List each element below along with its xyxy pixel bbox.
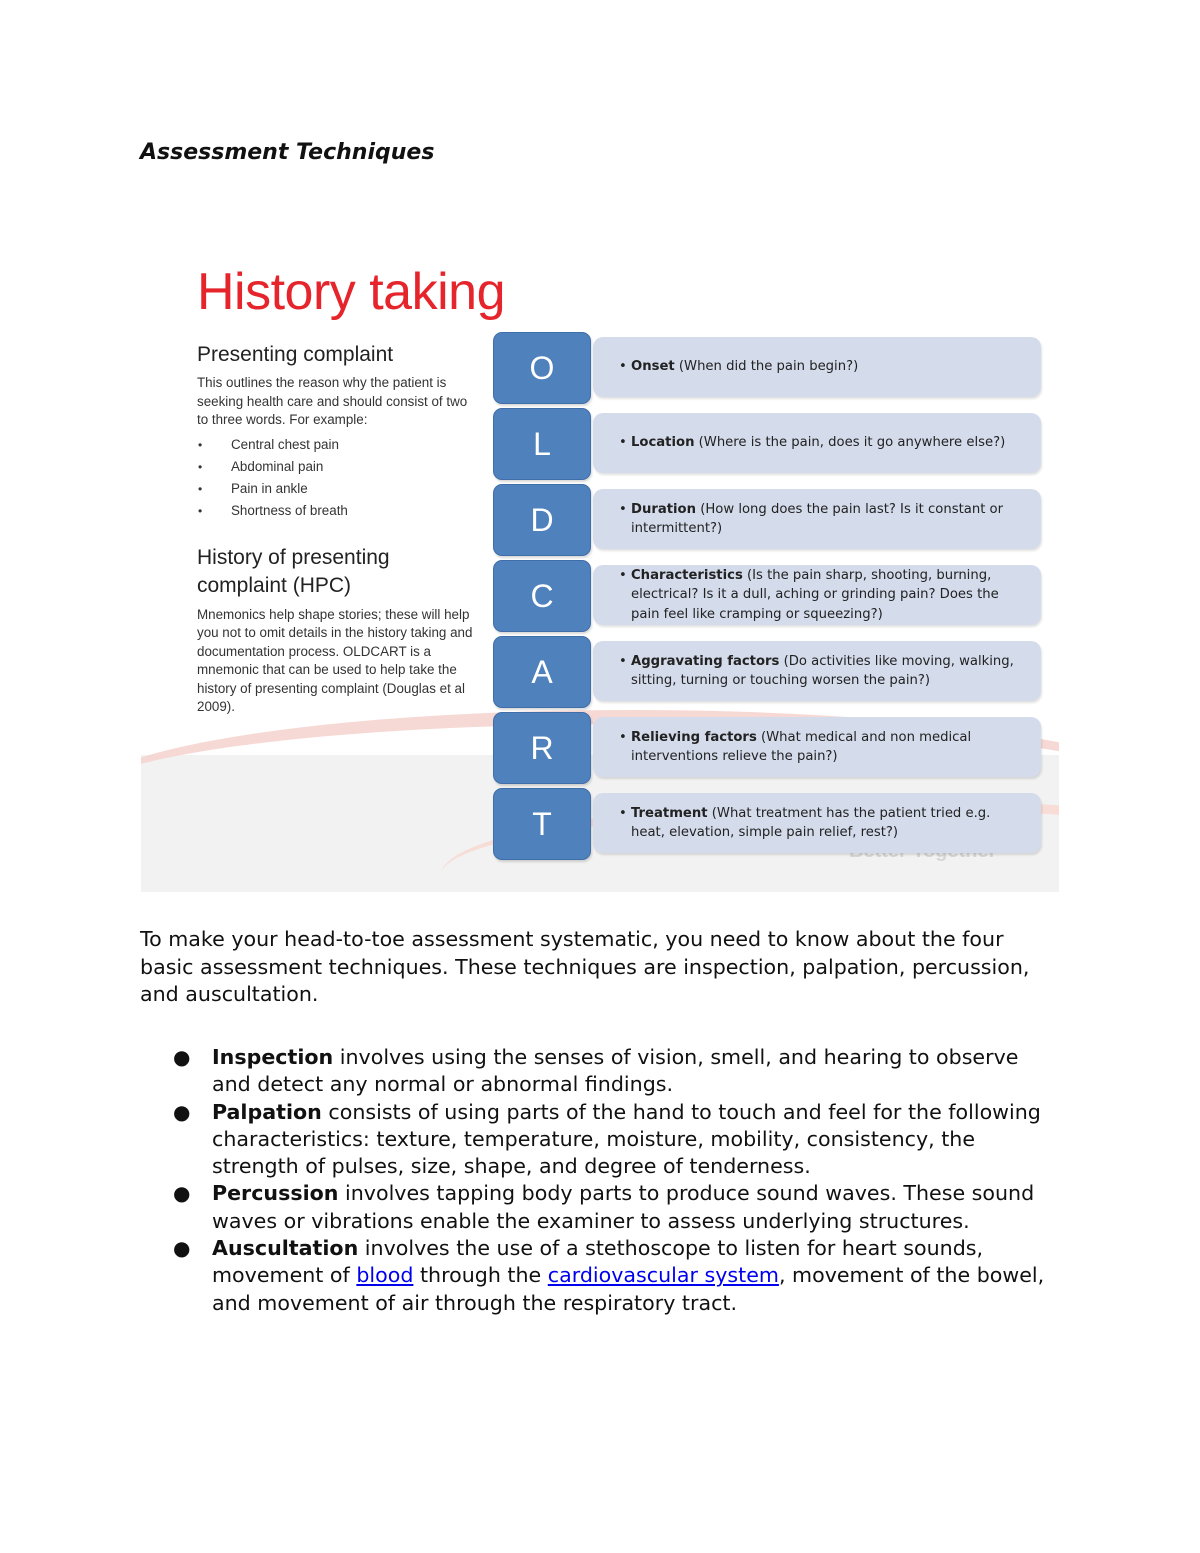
cardiovascular-system-link[interactable]: cardiovascular system (547, 1263, 779, 1288)
list-item-inspection: ● Inspection involves using the senses of vision, smell, and hearing to observe and detect any normal or abnormal findings. (173, 1045, 1019, 1097)
mnemonic-desc-treatment: • Treatment (What treatment has the patient tried e.g. heat, elevation, simple pain relief, rest?) (593, 793, 1041, 853)
bullet-icon: ● (173, 1099, 191, 1124)
hpc-title: History of presenting complaint (HPC) (197, 545, 390, 597)
techniques-list (140, 1044, 1060, 1317)
mnemonic-letter-c: C (493, 560, 591, 632)
mnemonic-letter-t: T (493, 788, 591, 860)
slide-left-column (197, 342, 477, 717)
list-item-palpation: ● Palpation consists of using parts of the hand to touch and feel for the following characteristics: texture, temperature, moisture, mobility, consistency, the strength of pulses, size, shape, and degree of tenderness. (173, 1099, 1041, 1179)
example-item: • Shortness of breath (198, 502, 348, 518)
mnemonic-letter-a: A (493, 636, 591, 708)
example-item: • Central chest pain (198, 436, 339, 452)
list-item-auscultation: ● Auscultation involves the use of a stethoscope to listen for heart sounds, movement of blood through the cardiovascular system, movement of the bowel, and movement of air through the respiratory tract. (173, 1236, 1045, 1315)
page-heading: Assessment Techniques (140, 140, 435, 165)
mnemonic-letter-o: O (493, 332, 591, 404)
presenting-complaint-text: This outlines the reason why the patient is seeking health care and should consist of two to three words. For example: (197, 375, 468, 427)
mnemonic-desc-onset: • Onset (When did the pain begin?) (593, 337, 1041, 397)
mnemonic-desc-location: • Location (Where is the pain, does it go anywhere else?) (593, 413, 1041, 473)
list-item-percussion: ● Percussion involves tapping body parts to produce sound waves. These sound waves or vibrations enable the examiner to assess underlying structures. (173, 1181, 1035, 1233)
slide-title: History taking (197, 263, 505, 321)
presenting-complaint-title: Presenting complaint (197, 343, 394, 366)
mnemonic-letter-l: L (493, 408, 591, 480)
hpc-text: Mnemonics help shape stories; these will help you not to omit details in the history taking and documentation process. OLDCART is a mnemonic that can be used to help take the history of presenting complaint (Douglas et al 2009). (197, 606, 473, 714)
mnemonic-desc-characteristics: • Characteristics (Is the pain sharp, shooting, burning, electrical? Is it a dull, aching or grinding pain? Does the pain feel like cramping or squeezing?) (593, 565, 1041, 625)
mnemonic-desc-duration: • Duration (How long does the pain last? Is it constant or intermittent?) (593, 489, 1041, 549)
history-taking-slide (141, 240, 1059, 892)
blood-link[interactable]: blood (356, 1263, 414, 1288)
bullet-icon: ● (173, 1045, 191, 1069)
example-item: • Abdominal pain (198, 458, 324, 474)
example-item: • Pain in ankle (198, 480, 308, 496)
bullet-icon: ● (173, 1181, 191, 1206)
mnemonic-letter-r: R (493, 712, 591, 784)
hpc-section (197, 544, 477, 717)
intro-paragraph: To make your head-to-toe assessment systematic, you need to know about the four basic assessment techniques. These techniques are inspection, palpation, percussion, and auscultation. (140, 927, 1030, 1006)
mnemonic-letter-d: D (493, 484, 591, 556)
mnemonic-desc-aggravating: • Aggravating factors (Do activities like moving, walking, sitting, turning or touching worsen the pain?) (593, 641, 1041, 701)
example-list (197, 434, 477, 522)
mnemonic-desc-relieving: • Relieving factors (What medical and non medical interventions relieve the pain?) (593, 717, 1041, 777)
bullet-icon: ● (173, 1236, 191, 1261)
